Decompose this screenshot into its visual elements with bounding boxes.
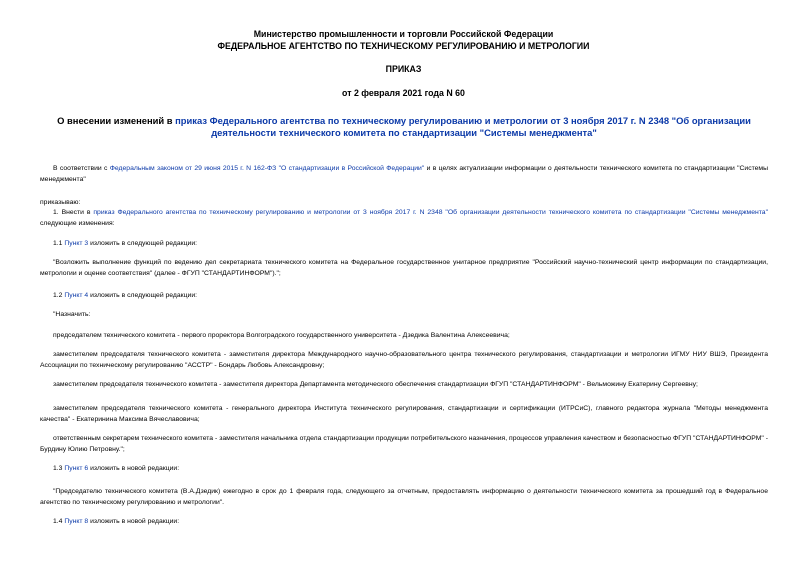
paragraph-report: "Председателю технического комитета (В.А.Дзедик) ежегодно в срок до 1 февраля года, следующего за отчетным, предоставлять информацию о деятельности технического комитета за прошедший год в Федеральное агентство по техническому регулированию и метрологии".	[40, 488, 768, 506]
text: 1.2	[53, 292, 65, 299]
text: изложить в следующей редакции:	[88, 240, 198, 247]
paragraph-order-word: приказываю:	[40, 199, 81, 206]
paragraph-item-1-3	[40, 464, 768, 475]
text: 1.3	[53, 465, 65, 472]
text: В соответствии с	[53, 165, 110, 172]
text: изложить в следующей редакции:	[88, 292, 198, 299]
text: 1.1	[53, 240, 65, 247]
text: 1. Внести в	[53, 209, 94, 216]
text: следующие изменения:	[40, 219, 115, 227]
document-type: ПРИКАЗ	[385, 64, 422, 74]
paragraph-secretary: ответственным секретарем технического комитета - заместителя начальника отдела стандартизации продукции потребительского назначения, процессов управления качеством и безопасностью ФГУП "СТАНДАРТИНФОРМ" - Бурдину Юлию Петровну.";	[40, 435, 768, 453]
text: 1.4	[53, 518, 65, 525]
order-2348-link[interactable]: приказ Федерального агентства по техническому регулированию и метрологии от 3 ноября 2017 г. N 2348 "Об организации деятельности технического комитета по стандартизации "Системы менеджмента"	[93, 209, 768, 216]
document-date: от 2 февраля 2021 года N 60	[342, 88, 465, 98]
paragraph-deputy-2: заместителем председателя технического комитета - заместителя директора Департамента методического обеспечения стандартизации ФГУП "СТАНДАРТИНФОРМ" - Вельможину Екатерину Сергеевну;	[53, 381, 698, 388]
paragraph-preamble	[40, 164, 768, 185]
paragraph-chairman: председателем технического комитета - первого проректора Волгоградского государственного университета - Дзедика Валентина Алексеевича;	[53, 332, 510, 339]
title-prefix: О внесении изменений в	[57, 115, 176, 126]
punkt-8-link[interactable]: Пункт 8	[64, 518, 89, 525]
punkt-6-link[interactable]: Пункт 6	[64, 465, 89, 472]
punkt-4-link[interactable]: Пункт 4	[64, 292, 89, 299]
paragraph-item-1	[40, 208, 768, 229]
federal-law-link[interactable]: Федеральным законом от 29 июня 2015 г. N 162-ФЗ "О стандартизации в Российской Федерации"	[109, 165, 425, 172]
text: изложить в новой редакции:	[88, 465, 180, 472]
paragraph-deputy-1: заместителем председателя технического комитета - заместителя директора Международного научно-образовательного центра технического регулирования, стандартизации и метрологии ИГМУ НИУ ВШЭ, Президента Ассоциации по техническому регулированию "АССТР" - Бондарь Любовь Александровну;	[40, 351, 768, 369]
paragraph-deputy-3: заместителем председателя технического комитета - генерального директора Института технического регулирования, стандартизации и сертификации (ИТРСиС), главного редактора журнала "Методы менеджмента качества" - Екатеринина Максима Вячеславовича;	[40, 405, 768, 423]
ministry-name: Министерство промышленности и торговли Российской Федерации	[253, 29, 554, 39]
text: и в целях актуализации информации о деятельности технического комитета по стандартизации "Системы менеджмента"	[40, 165, 768, 183]
paragraph-item-1-2	[40, 291, 768, 302]
title-order-link[interactable]: приказ Федерального агентства по техническому регулированию и метрологии от 3 ноября 2017 г. N 2348 "Об организации деятельности технического комитета по стандартизации "Системы менеджмента"	[175, 115, 751, 138]
text: изложить в новой редакции:	[88, 518, 180, 525]
paragraph-item-1-1	[40, 239, 768, 250]
punkt-3-link[interactable]: Пункт 3	[64, 240, 89, 247]
document-title	[34, 115, 774, 139]
paragraph-appoint: "Назначить:	[53, 311, 91, 318]
agency-name: ФЕДЕРАЛЬНОЕ АГЕНТСТВО ПО ТЕХНИЧЕСКОМУ РЕГУЛИРОВАНИЮ И МЕТРОЛОГИИ	[217, 41, 590, 51]
paragraph-secretariat: "Возложить выполнение функций по ведению дел секретариата технического комитета на Федеральное государственное унитарное предприятие "Российский научно-технический центр информации по стандартизации, метрологии и оценке соответствия" (далее - ФГУП "СТАНДАРТИНФОРМ").";	[40, 259, 768, 277]
paragraph-item-1-4	[40, 517, 768, 528]
